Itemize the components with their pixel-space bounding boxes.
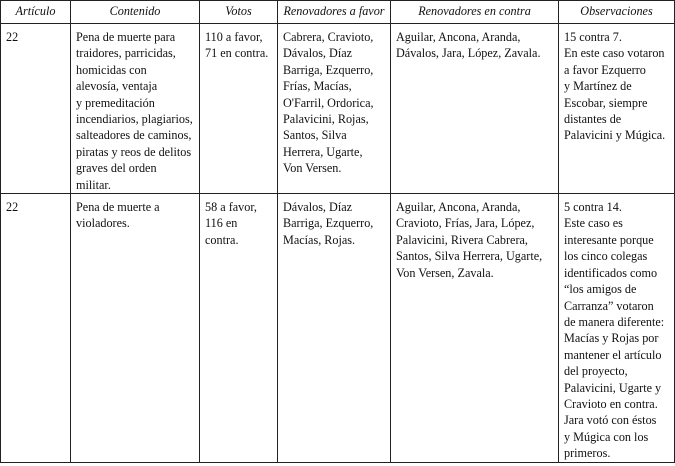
header-renovadores-a-favor: Renovadores a favor — [278, 1, 391, 24]
header-observaciones: Observaciones — [559, 1, 675, 24]
header-renovadores-en-contra: Renovadores en contra — [391, 1, 559, 24]
cell-a-favor: Dávalos, Díaz Barriga, Ezquerro, Macías, Rojas. — [278, 194, 391, 463]
header-articulo: Artículo — [1, 1, 71, 24]
table-row — [1, 24, 675, 194]
cell-articulo: 22 — [1, 194, 71, 463]
cell-votos: 58 a favor, 116 en contra. — [200, 194, 278, 463]
cell-contenido: Pena de muerte para traidores, parricidas, homicidas con alevosía, ventaja y premeditación incendiarios, plagiarios, salteadores de caminos, piratas y reos de delitos graves del orden militar. — [71, 24, 200, 194]
table-row — [1, 194, 675, 463]
cell-observaciones: 5 contra 14. Este caso es interesante porque los cinco colegas identificados como “los amigos de Carranza” votaron de manera diferente: Macías y Rojas por mantener el artículo del proyecto, Palavicini, Ugarte y Cravioto en contra. Jara votó con éstos y Múgica con los primeros. — [559, 194, 675, 463]
header-votos: Votos — [200, 1, 278, 24]
cell-votos: 110 a favor, 71 en contra. — [200, 24, 278, 194]
cell-articulo: 22 — [1, 24, 71, 194]
header-contenido: Contenido — [71, 1, 200, 24]
cell-contenido: Pena de muerte a violadores. — [71, 194, 200, 463]
cell-observaciones: 15 contra 7. En este caso votaron a favor Ezquerro y Martínez de Escobar, siempre distantes de Palavicini y Múgica. — [559, 24, 675, 194]
cell-en-contra: Aguilar, Ancona, Aranda, Dávalos, Jara, López, Zavala. — [391, 24, 559, 194]
cell-a-favor: Cabrera, Cravioto, Dávalos, Díaz Barriga, Ezquerro, Frías, Macías, O'Farril, Ordorica, Palavicini, Rojas, Santos, Silva Herrera, Ugarte, Von Versen. — [278, 24, 391, 194]
header-row — [1, 1, 675, 24]
cell-en-contra: Aguilar, Ancona, Aranda, Cravioto, Frías, Jara, López, Palavicini, Rivera Cabrera, Santos, Silva Herrera, Ugarte, Von Versen, Zavala. — [391, 194, 559, 463]
